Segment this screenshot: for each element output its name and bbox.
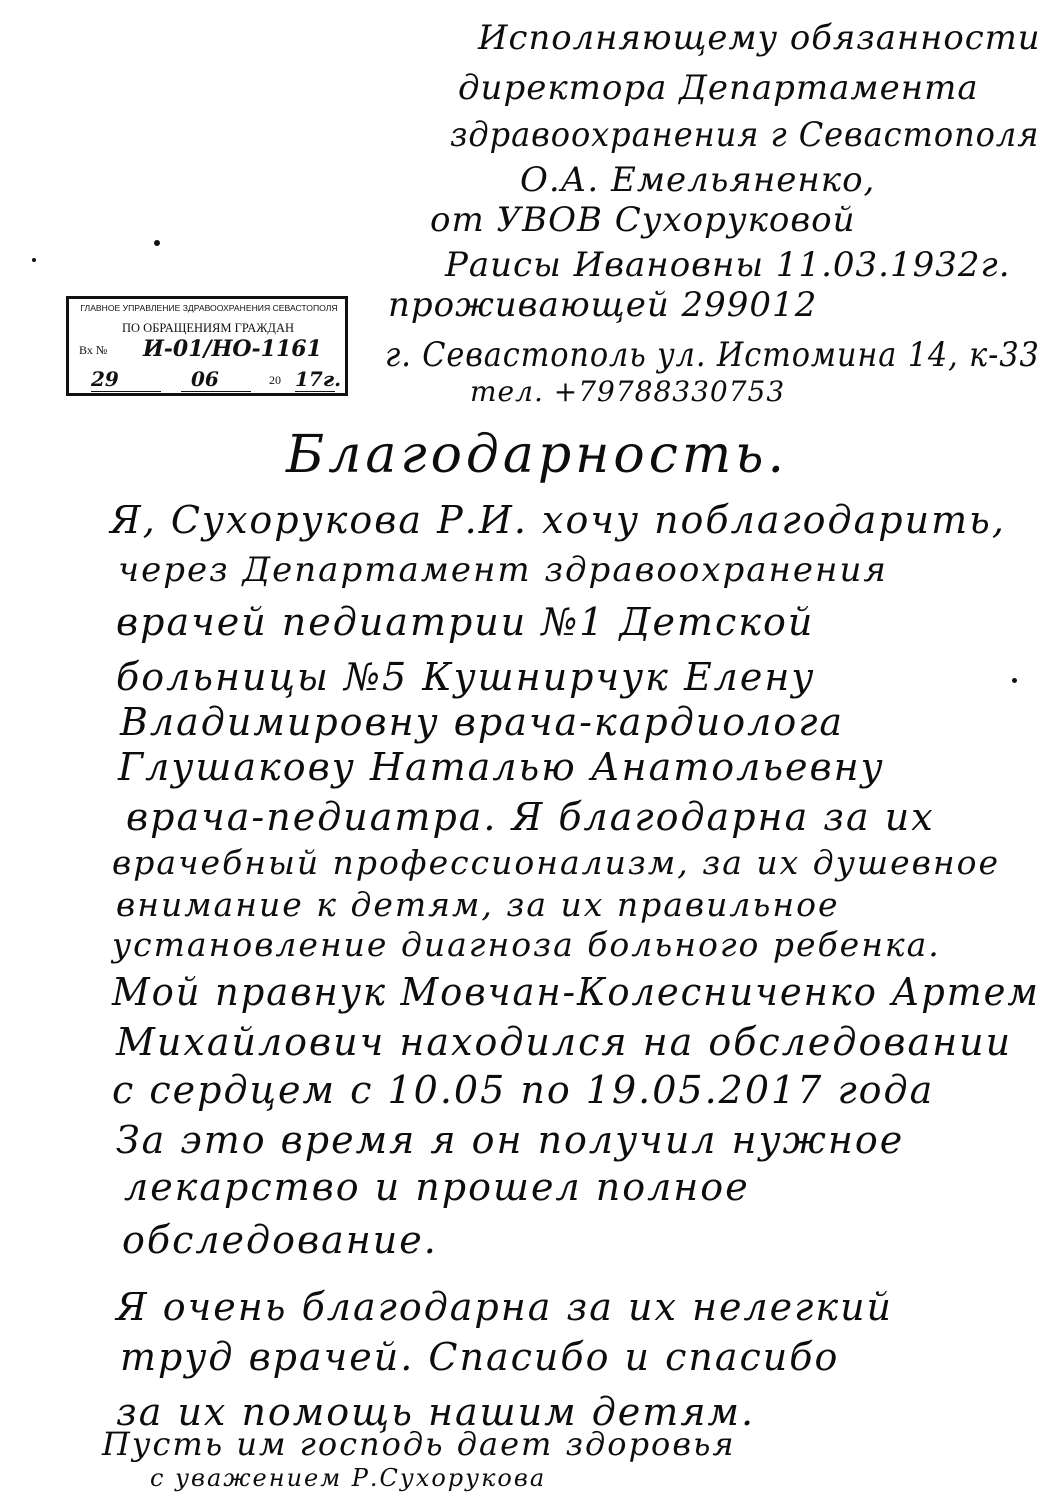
body-line: врачебный профессионализм, за их душевное bbox=[112, 843, 1000, 882]
stamp-department: ПО ОБРАЩЕНИЯМ ГРАЖДАН bbox=[121, 321, 295, 335]
body-line: через Департамент здравоохранения bbox=[118, 550, 888, 590]
body-line: лекарство и прошел полное bbox=[124, 1165, 750, 1209]
sender-line: от УВОВ Сухоруковой bbox=[430, 200, 856, 240]
stamp-date-row bbox=[81, 369, 341, 393]
body-line: Я, Сухорукова Р.И. хочу поблагодарить, bbox=[110, 498, 1006, 542]
body-line: Глушакову Наталью Анатольевну bbox=[118, 745, 885, 789]
body-line: Пусть им господь дает здоровья bbox=[102, 1425, 736, 1463]
stamp-month: 06 bbox=[191, 367, 219, 391]
stamp-underline bbox=[91, 391, 161, 392]
addressee-line: Исполняющему обязанности bbox=[478, 18, 1041, 58]
body-line: обследование. bbox=[122, 1218, 438, 1262]
body-line: за их помощь нашим детям. bbox=[116, 1390, 756, 1434]
stamp-underline bbox=[181, 391, 251, 392]
sender-address: г. Севастополь ул. Истомина 14, к-33 bbox=[385, 335, 1040, 375]
body-line: врачей педиатрии №1 Детской bbox=[116, 600, 815, 644]
body-line: врача-педиатра. Я благодарна за их bbox=[126, 795, 935, 839]
body-line: больницы №5 Кушнирчук Елену bbox=[116, 655, 816, 699]
stamp-underline bbox=[295, 391, 335, 392]
ink-dot bbox=[32, 258, 36, 262]
sender-postcode: проживающей 299012 bbox=[388, 285, 818, 325]
stamp-day: 29 bbox=[91, 367, 119, 391]
body-line: Михайлович находился на обследовании bbox=[116, 1020, 1013, 1064]
body-line: с сердцем с 10.05 по 19.05.2017 года bbox=[112, 1068, 935, 1112]
sender-name-dob: Раисы Ивановны 11.03.1932г. bbox=[445, 245, 1011, 285]
addressee-line: директора Департамента bbox=[458, 68, 979, 108]
signature-line: с уважением Р.Сухорукова bbox=[150, 1464, 547, 1492]
body-line: внимание к детям, за их правильное bbox=[116, 885, 840, 924]
body-line: труд врачей. Спасибо и спасибо bbox=[120, 1335, 840, 1379]
body-line: Владимировну врача-кардиолога bbox=[120, 700, 845, 744]
body-line: За это время я он получил нужное bbox=[116, 1118, 905, 1162]
body-line: установление диагноза больного ребенка. bbox=[112, 925, 941, 964]
addressee-name: О.А. Емельяненко, bbox=[520, 160, 876, 200]
addressee-line: здравоохранения г Севастополя bbox=[450, 115, 1040, 155]
ink-dot bbox=[1012, 678, 1017, 683]
letter-title: Благодарность. bbox=[286, 425, 788, 485]
ink-dot bbox=[154, 240, 160, 246]
stamp-year-suffix: 17г. bbox=[295, 367, 342, 391]
sender-phone: тел. +79788330753 bbox=[470, 375, 786, 408]
body-line: Мой правнук Мовчан-Колесниченко Артем bbox=[112, 970, 1040, 1014]
stamp-registration-number: И-01/НО-1161 bbox=[143, 336, 322, 362]
stamp-number-prefix: Вх № bbox=[79, 343, 108, 357]
stamp-year-prefix: 20 bbox=[269, 373, 281, 387]
registration-stamp bbox=[66, 296, 348, 396]
body-line: Я очень благодарна за их нелегкий bbox=[116, 1285, 894, 1329]
stamp-organization: ГЛАВНОЕ УПРАВЛЕНИЕ ЗДРАВООХРАНЕНИЯ СЕВАСТОПОЛЯ bbox=[80, 303, 338, 313]
